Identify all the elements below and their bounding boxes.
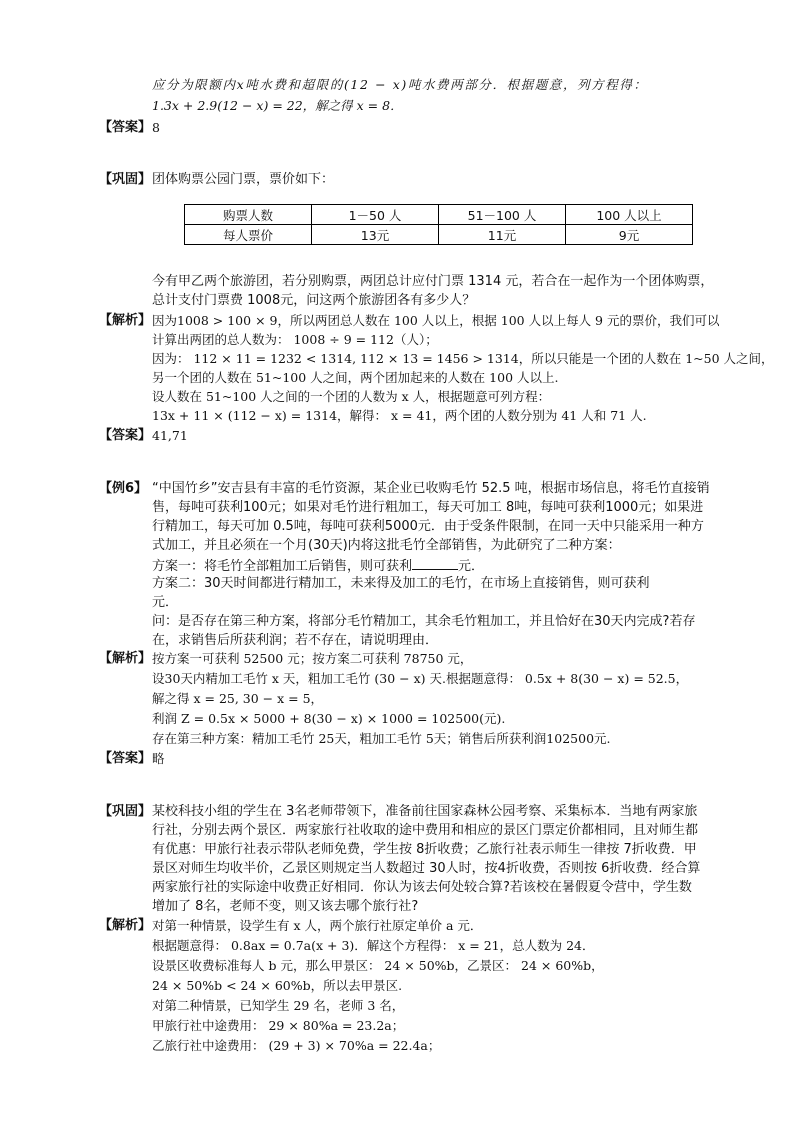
table-cell: 每人票价 [185,225,312,245]
table-cell: 1－50 人 [312,205,439,225]
problem-text: 问：是否存在第三种方案，将部分毛竹精加工，其余毛竹粗加工，并且恰好在30天内完成?若存 [152,614,696,629]
answer-value: 略 [152,751,165,766]
problem-text: 总计支付门票费 1008元，问这两个旅游团各有多少人？ [152,293,476,308]
equation-line: 1.3x + 2.9(12 − x) = 22，解之得 x = 8． [152,98,403,113]
problem-text: 行社，分别去两个景区．两家旅行社收取的途中费用和相应的景区门票定价都相同，且对师生都 [152,823,699,838]
table-cell: 购票人数 [185,205,312,225]
table-cell: 11元 [439,225,566,245]
problem-text: 元． [152,595,179,610]
solution-line: 存在第三种方案：精加工毛竹 25天，粗加工毛竹 5天；销售后所获利润102500元. [152,731,611,746]
solution-line: 乙旅行社中途费用： (29 + 3) × 70%a = 22.4a； [152,1038,441,1053]
solution-line: 对第二种情景，已知学生 29 名，老师 3 名， [152,998,405,1013]
problem-text: 今有甲乙两个旅游团，若分别购票，两团总计应付门票 1314 元，若合在一起作为一个团体购票， [152,274,714,289]
answer-blank[interactable] [412,557,458,570]
problem-text: 行精加工，每天可加 0.5吨，每吨可获利5000元．由于受条件限制，在同一天中只能采用一种方 [152,519,704,534]
answer-value: 8 [152,120,160,135]
table-row [185,225,693,245]
solution-line: 甲旅行社中途费用： 29 × 80%a = 23.2a； [152,1018,405,1033]
table-cell: 100 人以上 [566,205,693,225]
example-tag: 【例6】 [99,481,148,496]
table-cell: 51－100 人 [439,205,566,225]
plan-one-text: 方案一：将毛竹全部粗加工后销售，则可获利 [152,559,413,574]
price-table [184,204,693,245]
problem-text: 售，每吨可获利100元；如果对毛竹进行粗加工，每天可加工 8吨，每吨可获利1000元；如果进 [152,500,704,515]
answer-tag: 【答案】 [99,120,152,135]
problem-text: 增加了 8名，老师不变，则又该去哪个旅行社? [152,899,419,914]
table-cell: 13元 [312,225,439,245]
solution-line: 因为1008 > 100 × 9，所以两团总人数在 100 人以上，根据 100 人以上每人 9 元的票价，我们可以 [152,313,720,328]
answer-tag: 【答案】 [99,751,152,766]
solution-line: 设人数在 51~100 人之间的一个团的人数为 x 人，根据题意可列方程： [152,389,551,404]
problem-text: 方案二：30天时间都进行精加工，未来得及加工的毛竹，在市场上直接销售，则可获利 [152,576,650,591]
solution-line: 利润 Z = 0.5x × 5000 + 8(30 − x) × 1000 = 102500(元). [152,711,506,726]
jiexi-tag: 【解析】 [99,313,152,328]
jiexi-tag: 【解析】 [99,651,152,666]
solution-line: 根据题意得： 0.8ax = 0.7a(x + 3)．解这个方程得： x = 21，总人数为 24． [152,938,595,953]
solution-line: 对第一种情景，设学生有 x 人，两个旅行社原定单价 a 元． [152,918,483,933]
problem-text: 某校科技小组的学生在 3名老师带领下，准备前往国家森林公园考察、采集标本．当地有两家旅 [152,804,698,819]
problem-text: 景区对师生均收半价，乙景区则规定当人数超过 30人时，按4折收费，否则按 6折收费．经合算 [152,861,701,876]
solution-line: 13x + 11 × (112 − x) = 1314，解得： x = 41，两个团的人数分别为 41 人和 71 人. [152,408,647,423]
problem-text: 有优惠：甲旅行社表示带队老师免费，学生按 8折收费；乙旅行社表示师生一律按 7折收费．甲 [152,842,697,857]
solution-line: 因为： 112 × 11 = 1232 < 1314, 112 × 13 = 1456 > 1314，所以只能是一个团的人数在 1~50 人之间， [152,351,774,366]
text-line: 应分为限额内x吨水费和超限的(12 − x)吨水费两部分．根据题意，列方程得： [152,77,648,92]
answer-value: 41,71 [152,428,188,443]
problem-intro: 团体购票公园门票，票价如下： [152,172,335,187]
solution-line: 另一个团的人数在 51~100 人之间，两个团加起来的人数在 100 人以上. [152,370,559,385]
problem-text: “中国竹乡”安吉县有丰富的毛竹资源，某企业已收购毛竹 52.5 吨，根据市场信息，将毛竹直接销 [152,481,710,496]
problem-text: 两家旅行社的实际途中收费正好相同．你认为该去何处较合算?若该校在暑假夏令营中，学生数 [152,880,692,895]
table-row [185,205,693,225]
solution-line: 24 × 50%b < 24 × 60%b，所以去甲景区. [152,978,403,993]
problem-text: 式加工，并且必须在一个月(30天)内将这批毛竹全部销售，为此研究了二种方案： [152,538,621,553]
jiexi-tag: 【解析】 [99,918,152,933]
problem-text [152,557,484,575]
table-cell: 9元 [566,225,693,245]
problem-text: 在，求销售后所获利润；若不存在，请说明理由． [152,633,439,648]
gonggu-tag: 【巩固】 [99,172,152,187]
plan-one-unit: 元． [458,559,485,574]
solution-line: 解之得 x = 25, 30 − x = 5， [152,691,324,706]
solution-line: 设30天内精加工毛竹 x 天，粗加工毛竹 (30 − x) 天.根据题意得： 0.5x + 8(30 − x) = 52.5， [152,671,689,686]
solution-line: 计算出两团的总人数为： 1008 ÷ 9 = 112（人）； [152,332,438,347]
answer-tag: 【答案】 [99,428,152,443]
gonggu-tag: 【巩固】 [99,804,152,819]
solution-line: 按方案一可获利 52500 元；按方案二可获利 78750 元， [152,651,473,666]
solution-line: 设景区收费标准每人 b 元，那么甲景区： 24 × 50%b，乙景区： 24 × 60%b， [152,958,604,973]
